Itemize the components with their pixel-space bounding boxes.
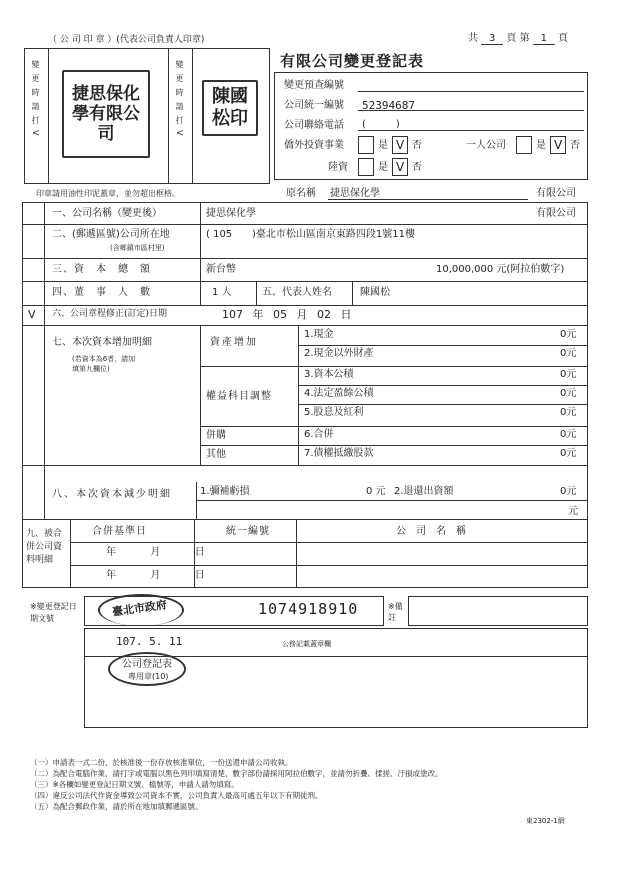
r7-item-value: 0元: [560, 448, 577, 459]
r3-value: 10,000,000 元(阿拉伯數字): [436, 264, 565, 275]
r7-item-label: 1.現金: [304, 329, 334, 340]
page-total-prefix: 共: [468, 33, 478, 44]
foreign-yes-label: 是: [378, 140, 388, 151]
footnote-item: （三）※各欄如變更登記日期文號、檔號等，申請人請勿填寫。: [30, 780, 239, 789]
footnote-list: [30, 757, 590, 812]
r7-item-value: 0元: [560, 429, 577, 440]
r8-value2: 0元: [560, 486, 577, 497]
r7-item-value: 0元: [560, 348, 577, 359]
r6-mark: V: [28, 308, 36, 321]
original-name-suffix: 有限公司: [536, 188, 576, 199]
r9-col-uniform: 統一編號: [226, 526, 270, 537]
r3-currency: 新台幣: [206, 264, 236, 275]
r6-day-unit: 日: [340, 308, 352, 321]
page-suffix: 頁: [557, 33, 568, 44]
phone-value: ( ): [362, 119, 400, 130]
single-no-mark: V: [554, 138, 563, 152]
r2-sub: (含鄉鎮市區村里): [110, 244, 165, 252]
mainland-yes-label: 是: [378, 162, 388, 173]
company-seal: 捷思保化學有限公司: [62, 70, 150, 158]
footnote-item: （二）為配合電腦作業，請打字或電腦以黑色列印填寫清楚，數字部份請採用阿拉伯數字，並請勿折疊、揉搓、汙損或塗改。: [30, 769, 443, 778]
page-total: 3: [481, 34, 503, 45]
r2-zip: ( 105: [206, 229, 233, 240]
gov-stamp-bottom-text: 公司登記表: [122, 659, 172, 670]
r7-item-label: 6.合併: [304, 429, 334, 440]
r9-row1-date: [106, 548, 205, 558]
r2-label: 二、(郵遞區號)公司所在地: [52, 229, 170, 240]
r1-value: 捷思保化學: [206, 208, 256, 219]
r1-label: 一、公司名稱（變更後）: [52, 208, 162, 219]
r6-day: 02: [317, 308, 331, 321]
foreign-label: 僑外投資事業: [284, 140, 344, 151]
original-name-value: 捷思保化學: [330, 188, 380, 199]
seal-caption: （ 公 司 印 章 ）(代表公司負責人印章): [48, 35, 205, 45]
uniform-no-value: 52394687: [362, 99, 415, 112]
r7-item-value: 0元: [560, 388, 577, 399]
footnote-item: （一）申請表一式二份，於核准後一份存放核准單位，一份送還申請公司收執。: [30, 758, 293, 767]
gov-stamp-date: 107. 5. 11: [116, 635, 183, 648]
gov-stamp-bottom-sub: 專用章(10): [128, 672, 169, 681]
form-code: 東2302-1網: [526, 817, 565, 825]
page-indicator: [468, 34, 568, 45]
r7-group-assets: 資產增加: [210, 337, 258, 348]
r7-row-divider: [298, 426, 588, 427]
approval-note-box: [408, 596, 588, 626]
r9-row2-month: 月: [150, 570, 161, 581]
page-word: 頁: [506, 33, 517, 44]
representative-seal: 陳國松印: [202, 80, 258, 136]
r5-label: 五、代表人姓名: [262, 287, 332, 298]
single-yes-label: 是: [536, 140, 546, 151]
r7-item-label: 5.股息及紅利: [304, 407, 364, 418]
seal-note: 印章請用油性印泥蓋章，並勿超出框格。: [36, 189, 180, 198]
r7-item-value: 0元: [560, 369, 577, 380]
mainland-no-label: 否: [412, 162, 422, 173]
official-area-label: 公務記載蓋章欄: [282, 640, 331, 648]
r8-value1: 0 元: [366, 486, 386, 497]
single-no-label: 否: [570, 140, 580, 151]
r7-item-value: 0元: [560, 407, 577, 418]
r4-value: 1 人: [212, 287, 232, 298]
r7-group-other: 其他: [206, 449, 226, 460]
r8-item1: 1.彌補虧損: [200, 486, 250, 497]
footnote-item: （四）違反公司法代作資金導致公司資本不實，公司負責人最高可處五年以下有期徒刑。: [30, 791, 323, 800]
approval-doc-no: 1074918910: [258, 600, 359, 618]
r8-item2: 2.退還出資額: [394, 486, 454, 497]
foreign-no-label: 否: [412, 140, 422, 151]
right-vertical-hint: 變更時請打V: [175, 60, 184, 142]
r7-item-label: 7.債權抵繳股款: [304, 448, 374, 459]
pre-check-field[interactable]: [358, 78, 584, 92]
r8-unit: 元: [568, 506, 578, 517]
r7-item-value: 0元: [560, 329, 577, 340]
gov-stamp-top: 臺北市政府: [111, 598, 168, 619]
r9-row1-day: 日: [194, 547, 205, 558]
r9-col-name: 公 司 名 稱: [396, 526, 466, 537]
r8-label: 八、本次資本減少明細: [52, 489, 172, 500]
footnote-item: （五）為配合郵政作業，請於所在地加填郵遞區號。: [30, 802, 203, 811]
left-vertical-hint: 變更時請打V: [31, 60, 40, 142]
r1-suffix: 有限公司: [536, 208, 576, 219]
r7-item-label: 2.現金以外財產: [304, 348, 374, 359]
r9-row2-day: 日: [194, 570, 205, 581]
r7-group-equity: 權益科目調整: [206, 391, 272, 402]
r9-row1-month: 月: [150, 547, 161, 558]
r7-note: (若資本為6者，請加填第九欄位): [72, 355, 136, 373]
approval-label: ※變更登記日期文號: [30, 602, 77, 623]
r9-row2-date: [106, 571, 205, 581]
mainland-no-mark: V: [396, 160, 405, 174]
r6-year-unit: 年: [252, 308, 264, 321]
r9-col-date: 合併基準日: [92, 526, 147, 537]
single-yes-box[interactable]: [516, 136, 532, 154]
r9-row2-year: 年: [106, 570, 116, 581]
r7-row-divider: [298, 404, 588, 405]
r7-row-divider: [298, 445, 588, 446]
foreign-no-mark: V: [396, 138, 405, 152]
r6-year: 107: [222, 308, 243, 321]
r3-label: 三、資 本 總 額: [52, 264, 151, 275]
r6-month-unit: 月: [296, 308, 308, 321]
r6-date: [222, 309, 352, 320]
approval-note-label: ※備註: [388, 602, 403, 622]
mainland-yes-box[interactable]: [358, 158, 374, 176]
r9-row1-year: 年: [106, 547, 116, 558]
uniform-no-label: 公司統一編號: [284, 100, 344, 111]
r9-label: 九、被合併公司資料明細: [26, 529, 63, 565]
mainland-label: 陸資: [328, 162, 348, 173]
form-title: 有限公司變更登記表: [280, 52, 425, 70]
original-name-label: 原名稱: [286, 188, 316, 199]
foreign-yes-box[interactable]: [358, 136, 374, 154]
r2-value: )臺北市松山區南京東路四段1號11樓: [252, 229, 415, 240]
single-label: 一人公司: [466, 140, 506, 151]
r6-month: 05: [273, 308, 287, 321]
r7-label: 七、本次資本增加明細: [52, 337, 152, 348]
page-no-prefix: 第: [519, 33, 530, 44]
pre-check-label: 變更預查編號: [284, 80, 344, 91]
r4-label: 四、董 事 人 數: [52, 287, 151, 298]
r7-row-divider: [298, 385, 588, 386]
r6-label: 六、公司章程修正(訂定)日期: [52, 309, 168, 319]
r7-item-label: 3.資本公積: [304, 369, 354, 380]
r7-row-divider: [298, 366, 588, 367]
r7-row-divider: [298, 345, 588, 346]
r5-value: 陳國松: [360, 287, 390, 298]
r7-item-label: 4.法定盈餘公積: [304, 388, 374, 399]
page-no: 1: [533, 34, 555, 45]
phone-label: 公司聯絡電話: [284, 120, 344, 131]
r7-group-merger: 併購: [206, 430, 226, 441]
